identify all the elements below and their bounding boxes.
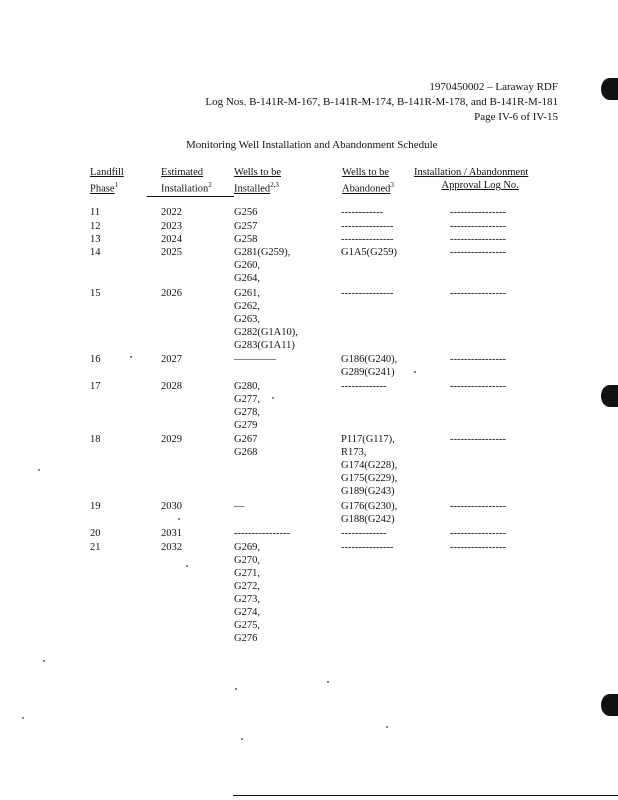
cell-phase: 14: [90, 247, 101, 258]
cell-year: 2032: [161, 542, 182, 553]
cell-approval: ----------------: [450, 434, 506, 445]
cell-abandoned: ---------------: [341, 542, 394, 553]
cell-installed: G267 G268: [234, 434, 258, 458]
punch-hole-top: [601, 78, 618, 100]
cell-approval: ----------------: [450, 207, 506, 218]
cell-installed: G261, G262, G263, G282(G1A10), G283(G1A11): [234, 288, 298, 351]
col-header-installed: Wells to be Installed$^{2,3}$: [234, 167, 281, 195]
cell-installed: —: [234, 501, 245, 512]
scan-speck: [272, 397, 274, 399]
cell-abandoned: P117(G117), R173, G174(G228), G175(G229), G189(G243): [341, 434, 398, 497]
scan-speck: [130, 356, 132, 358]
cell-phase: 17: [90, 381, 101, 392]
cell-year: 2029: [161, 434, 182, 445]
cell-installed: G257: [234, 221, 258, 232]
cell-year: 2022: [161, 207, 182, 218]
cell-year: 2026: [161, 288, 182, 299]
col-header-phase: Landfill Phase$^1$: [90, 167, 124, 195]
document-id: 1970450002 – Laraway RDF: [429, 81, 558, 93]
cell-approval: ----------------: [450, 288, 506, 299]
scan-speck: [38, 469, 40, 471]
cell-year: 2025: [161, 247, 182, 258]
cell-approval: ----------------: [450, 354, 506, 365]
scan-speck: [186, 565, 188, 567]
cell-year: 2023: [161, 221, 182, 232]
log-numbers: Log Nos. B-141R-M-167, B-141R-M-174, B-141R-M-178, and B-141R-M-181: [205, 96, 558, 108]
cell-approval: ----------------: [450, 247, 506, 258]
cell-phase: 15: [90, 288, 101, 299]
cell-approval: ----------------: [450, 381, 506, 392]
punch-hole-bottom: [601, 694, 618, 716]
cell-phase: 16: [90, 354, 101, 365]
cell-phase: 12: [90, 221, 101, 232]
cell-abandoned: ---------------: [341, 288, 394, 299]
cell-phase: 21: [90, 542, 101, 553]
cell-year: 2027: [161, 354, 182, 365]
cell-abandoned: G186(G240), G289(G241): [341, 354, 398, 378]
cell-approval: ----------------: [450, 234, 506, 245]
cell-abandoned: ------------: [341, 207, 383, 218]
cell-approval: ----------------: [450, 501, 506, 512]
cell-phase: 11: [90, 207, 101, 218]
col-header-abandoned: Wells to be Abandoned$^3$: [342, 167, 394, 195]
table-title: Monitoring Well Installation and Abandonment Schedule: [186, 139, 438, 151]
cell-abandoned: -------------: [341, 381, 387, 392]
punch-hole-middle: [601, 385, 618, 407]
cell-installed: G256: [234, 207, 258, 218]
cell-year: 2024: [161, 234, 182, 245]
scan-speck: [241, 738, 243, 740]
scan-speck: [235, 688, 237, 690]
cell-year: 2031: [161, 528, 182, 539]
cell-phase: 19: [90, 501, 101, 512]
scan-speck: [327, 681, 329, 683]
cell-installed: ————: [234, 354, 276, 365]
cell-installed: G269, G270, G271, G272, G273, G274, G275, G276: [234, 542, 260, 644]
cell-installed: G280, G277, G278, G279: [234, 381, 260, 431]
cell-approval: ----------------: [450, 528, 506, 539]
cell-installed: G258: [234, 234, 258, 245]
scan-speck: [386, 726, 388, 728]
cell-installed: ----------------: [234, 528, 290, 539]
cell-year: 2030: [161, 501, 182, 512]
cell-abandoned: ---------------: [341, 221, 394, 232]
cell-abandoned: ---------------: [341, 234, 394, 245]
page-number: Page IV-6 of IV-15: [474, 111, 558, 123]
cell-phase: 18: [90, 434, 101, 445]
cell-approval: ----------------: [450, 542, 506, 553]
scan-speck: [414, 371, 416, 373]
footer-rule: [233, 795, 618, 796]
cell-year: 2028: [161, 381, 182, 392]
cell-abandoned: G1A5(G259): [341, 247, 397, 258]
col-header-installation: Estimated Installation$^2$: [147, 166, 234, 197]
cell-abandoned: -------------: [341, 528, 387, 539]
col-header-approval: Installation / Abandonment Approval Log No.: [414, 167, 529, 191]
scan-speck: [43, 660, 45, 662]
cell-installed: G281(G259), G260, G264,: [234, 247, 291, 284]
cell-approval: ----------------: [450, 221, 506, 232]
cell-phase: 20: [90, 528, 101, 539]
scan-speck: [22, 717, 24, 719]
scan-speck: [178, 518, 180, 520]
cell-abandoned: G176(G230), G188(G242): [341, 501, 398, 525]
cell-phase: 13: [90, 234, 101, 245]
